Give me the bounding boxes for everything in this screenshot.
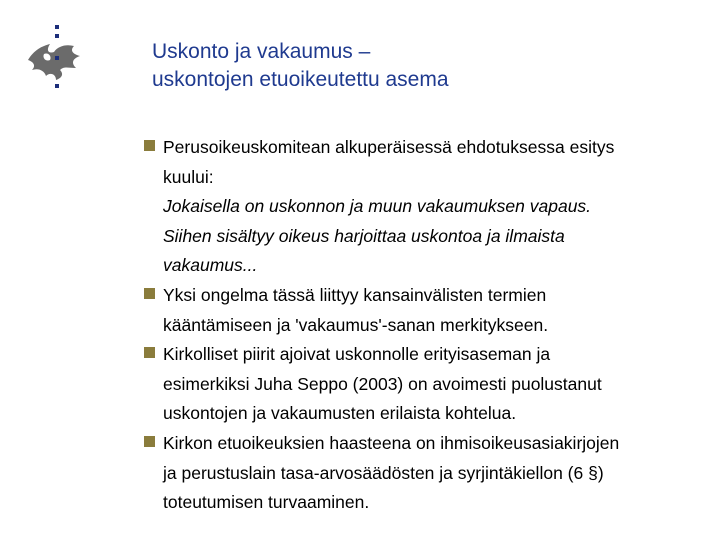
square-bullet-icon <box>144 288 155 299</box>
university-torch-logo-icon <box>20 22 90 98</box>
bullet-text: ja perustuslain tasa-arvosäädösten ja syrjintäkiellon (6 §) <box>163 462 604 483</box>
bullet-text: Kirkon etuoikeuksien haasteena on ihmisoikeusasiakirjojen <box>163 432 620 453</box>
quote-text: Jokaisella on uskonnon ja muun vakaumuksen vapaus. <box>163 196 592 217</box>
square-bullet-icon <box>144 436 155 447</box>
bullet-item <box>144 281 704 340</box>
bullet-text: Kirkolliset piirit ajoivat uskonnolle erityisaseman ja <box>163 344 551 365</box>
quote-text: vakaumus... <box>163 255 258 276</box>
bullet-text: toteutumisen turvaaminen. <box>163 492 370 513</box>
bullet-text: Yksi ongelma tässä liittyy kansainvälisten termien <box>163 284 547 305</box>
quote-text: Siihen sisältyy oikeus harjoittaa uskontoa ja ilmaista <box>163 225 565 246</box>
square-bullet-icon <box>144 140 155 151</box>
square-bullet-icon <box>144 347 155 358</box>
bullet-text: Perusoikeuskomitean alkuperäisessä ehdotuksessa esitys <box>163 137 615 157</box>
bullet-text: kuului: <box>163 166 214 187</box>
bullet-list <box>144 133 704 518</box>
bullet-text: kääntämiseen ja 'vakaumus'-sanan merkitykseen. <box>163 314 549 335</box>
slide-title <box>152 38 449 94</box>
slide-title-line: uskontojen etuoikeutettu asema <box>152 68 449 91</box>
bullet-item <box>144 340 704 429</box>
bullet-text: esimerkiksi Juha Seppo (2003) on avoimesti puolustanut <box>163 373 602 394</box>
bullet-item <box>144 429 704 518</box>
bullet-item <box>144 133 704 281</box>
slide-title-line: Uskonto ja vakaumus – <box>152 40 371 63</box>
bullet-text: uskontojen ja vakaumusten erilaista kohtelua. <box>163 403 517 424</box>
